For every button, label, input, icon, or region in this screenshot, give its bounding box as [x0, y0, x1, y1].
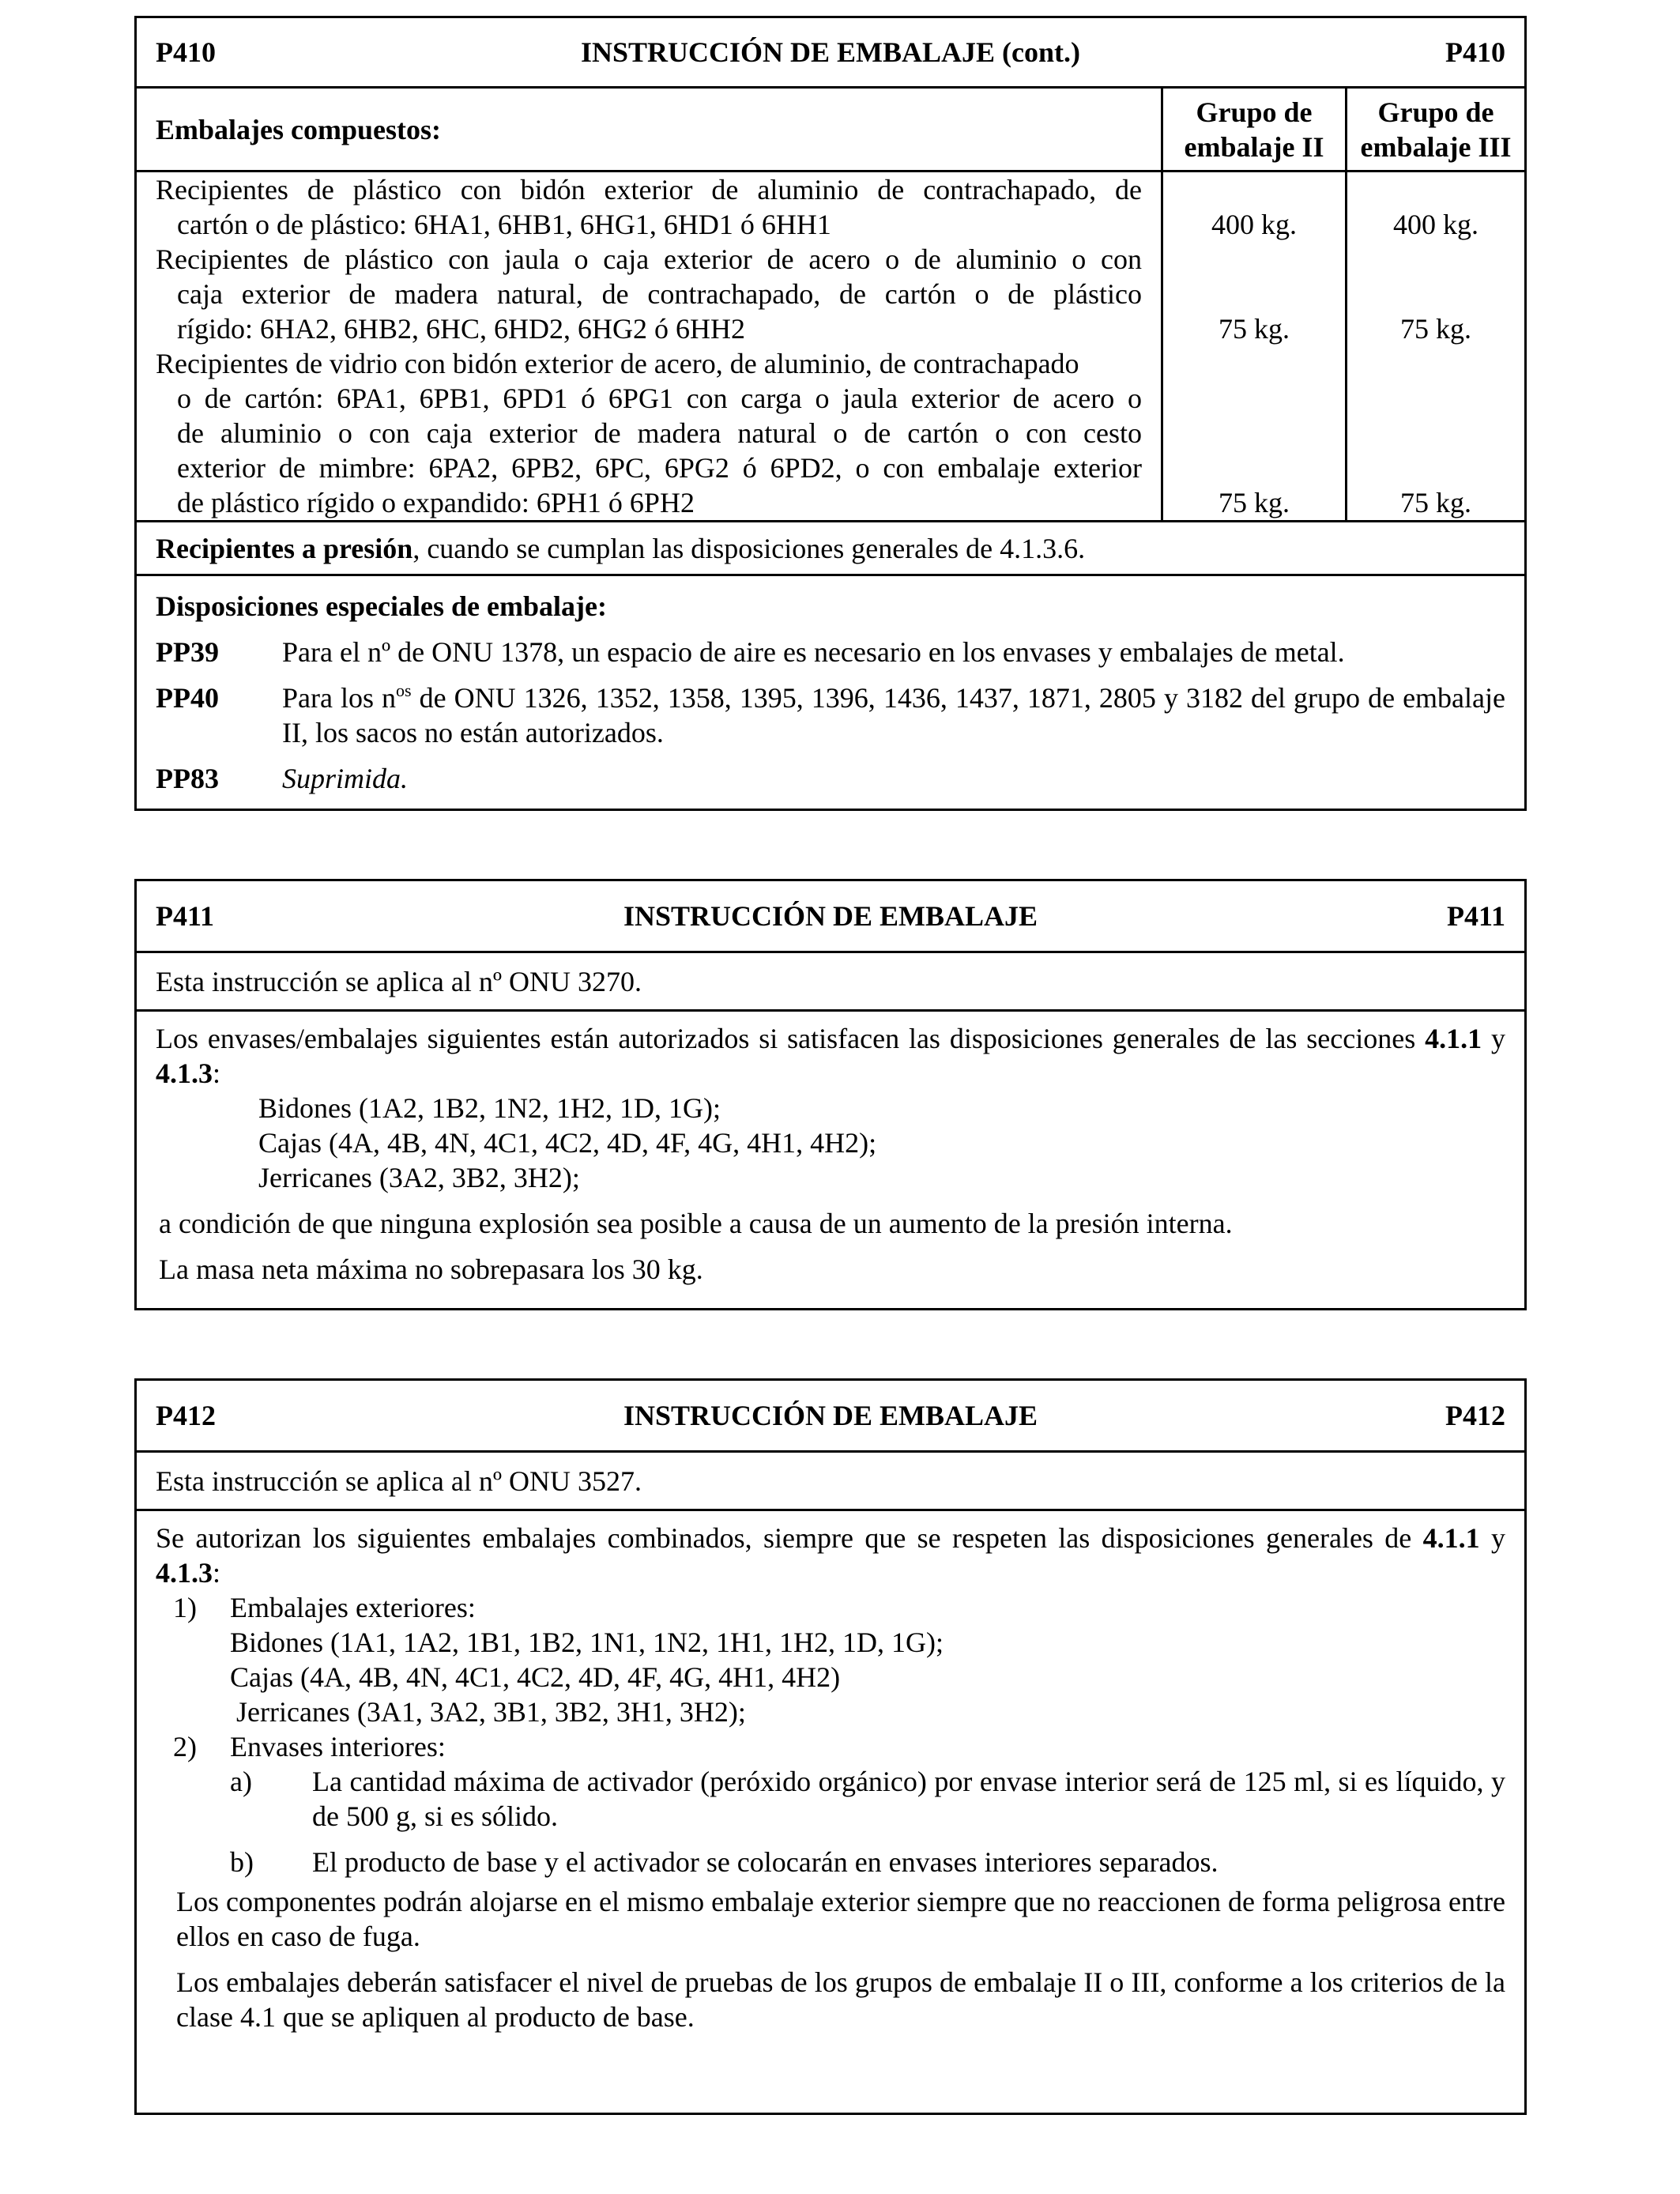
- p411-item-boxes: Cajas (4A, 4B, 4N, 4C1, 4C2, 4D, 4F, 4G, 4H1, 4H2);: [258, 1127, 877, 1159]
- row1-pg2: 400 kg.: [1211, 209, 1297, 240]
- p411-code-left: P411: [156, 900, 215, 932]
- p411-mass: La masa neta máxima no sobrepasara los 30 kg.: [159, 1253, 703, 1285]
- p411-title: INSTRUCCIÓN DE EMBALAJE: [623, 900, 1038, 932]
- row3-line3: de aluminio o con caja exterior de madera natural o de cartón o con cesto: [177, 417, 1142, 449]
- composite-descriptions: [137, 172, 1161, 520]
- p412-header: [137, 1381, 1524, 1450]
- pressure-receptacles: Recipientes a presión, cuando se cumplan las disposiciones generales de 4.1.3.6.: [137, 520, 1524, 574]
- pp39-code: PP39: [156, 636, 219, 668]
- row3-line2: o de cartón: 6PA1, 6PB1, 6PD1 ó 6PG1 con carga o jaula exterior de acero o: [177, 383, 1142, 414]
- p412-inner-a-text: La cantidad máxima de activador (peróxido orgánico) por envase interior será de 125 ml, si es líquido, y de 500 g, si es sólido.: [312, 1766, 1505, 1832]
- row3-pg3: 75 kg.: [1400, 487, 1471, 518]
- p412-outer-boxes: Cajas (4A, 4B, 4N, 4C1, 4C2, 4D, 4F, 4G, 4H1, 4H2): [230, 1661, 841, 1693]
- p411-header: [137, 881, 1524, 951]
- row3-pg2: 75 kg.: [1219, 487, 1290, 518]
- p411-item-drums: Bidones (1A2, 1B2, 1N2, 1H2, 1D, 1G);: [258, 1092, 721, 1124]
- p412-inner-b: b) El producto de base y el activador se colocarán en envases interiores separados.: [230, 1845, 1505, 1879]
- row2-line2: caja exterior de madera natural, de contrachapado, de cartón o de plástico: [177, 278, 1142, 310]
- row2-line1: Recipientes de plástico con jaula o caja exterior de acero o de aluminio o con: [156, 243, 1142, 275]
- pp39-text: Para el nº de ONU 1378, un espacio de aire es necesario en los envases y embalajes de metal.: [282, 636, 1345, 668]
- col-pg2-heading: Grupo de embalaje II: [1161, 89, 1345, 170]
- p410-composite-rows: [137, 170, 1524, 520]
- col-pg3-heading: Grupo de embalaje III: [1345, 89, 1524, 170]
- p412-para-components: Los componentes podrán alojarse en el mismo embalaje exterior siempre que no reaccionen de forma peligrosa entre ellos en caso de fuga.: [176, 1886, 1505, 1952]
- p412-outer-num: 1): [173, 1592, 197, 1623]
- p412-body: [137, 1509, 1524, 2034]
- special-provisions: [137, 574, 1524, 796]
- row1-line1: Recipientes de plástico con bidón exterior de aluminio de contrachapado, de: [156, 174, 1142, 205]
- p412-title: INSTRUCCIÓN DE EMBALAJE: [623, 1400, 1038, 1431]
- p411-intro: Los envases/embalajes siguientes están autorizados si satisfacen las disposiciones generales de las secciones 4.1.1 y 4.1.3:: [156, 1023, 1506, 1089]
- p410-code-right: P410: [1445, 36, 1505, 68]
- row1-pg3: 400 kg.: [1393, 209, 1478, 240]
- row2-line3: rígido: 6HA2, 6HB2, 6HC, 6HD2, 6HG2 ó 6HH2: [177, 313, 745, 345]
- pp40: [156, 680, 1505, 750]
- p411-table: [134, 879, 1527, 1310]
- p412-inner-a: a) La cantidad máxima de activador (peróxido orgánico) por envase interior será de 125 ml, si es líquido, y de 500 g, si es sólido.: [230, 1766, 1505, 1832]
- pp39: [156, 635, 1505, 669]
- pp83: [156, 761, 1505, 796]
- p410-header: [137, 18, 1524, 86]
- p410-title: INSTRUCCIÓN DE EMBALAJE (cont.): [580, 36, 1081, 68]
- p412-outer-drums: Bidones (1A1, 1A2, 1B1, 1B2, 1N1, 1N2, 1H1, 1H2, 1D, 1G);: [230, 1627, 944, 1658]
- p412-code-right: P412: [1445, 1400, 1505, 1431]
- composite-heading: Embalajes compuestos:: [156, 113, 441, 145]
- p411-item-jerricans: Jerricanes (3A2, 3B2, 3H2);: [258, 1162, 580, 1193]
- p412-applies: Esta instrucción se aplica al nº ONU 3527.: [137, 1450, 1524, 1509]
- p412-outer-label: Embalajes exteriores:: [230, 1592, 476, 1623]
- row1-line2: cartón o de plástico: 6HA1, 6HB1, 6HG1, 6HD1 ó 6HH1: [177, 209, 831, 240]
- p411-code-right: P411: [1446, 900, 1505, 932]
- pg3-values: [1345, 172, 1524, 520]
- p412-intro: Se autorizan los siguientes embalajes combinados, siempre que se respeten las disposiciones generales de 4.1.1 y 4.1.3:: [156, 1522, 1506, 1589]
- row3-line5: de plástico rígido o expandido: 6PH1 ó 6PH2: [177, 487, 695, 518]
- p412-inner-label: Envases interiores:: [230, 1731, 446, 1762]
- pp40-text: Para los $n^{os}$ de ONU 1326, 1352, 1358, 1395, 1396, 1436, 1437, 1871, 2805 y 3182 del grupo de embalaje II, los sacos no están autorizados.: [282, 680, 1505, 748]
- p412-table: [134, 1378, 1527, 2115]
- p412-outer-jerricans: Jerricanes (3A1, 3A2, 3B1, 3B2, 3H1, 3H2);: [236, 1696, 746, 1728]
- row3-line1: Recipientes de vidrio con bidón exterior de acero, de aluminio, de contrachapado: [156, 348, 1079, 379]
- pp83-code: PP83: [156, 763, 219, 794]
- row3-line4: exterior de mimbre: 6PA2, 6PB2, 6PC, 6PG2 ó 6PD2, o con embalaje exterior: [177, 452, 1142, 484]
- p411-items: [156, 1091, 1505, 1195]
- p412-para-tests: Los embalajes deberán satisfacer el nivel de pruebas de los grupos de embalaje II o III, conforme a los criterios de la clase 4.1 que se apliquen al producto de base.: [176, 1966, 1505, 2033]
- p412-code-left: P412: [156, 1400, 216, 1431]
- row2-pg2: 75 kg.: [1219, 313, 1290, 345]
- special-provisions-heading: Disposiciones especiales de embalaje:: [156, 590, 607, 622]
- pp40-code: PP40: [156, 682, 219, 714]
- pg2-values: [1161, 172, 1345, 520]
- row2-pg3: 75 kg.: [1400, 313, 1471, 345]
- p411-condition: a condición de que ninguna explosión sea posible a causa de un aumento de la presión interna.: [159, 1208, 1233, 1239]
- p411-body: [137, 1009, 1524, 1287]
- p412-inner-num: 2): [173, 1731, 197, 1762]
- p411-applies: Esta instrucción se aplica al nº ONU 3270.: [137, 951, 1524, 1009]
- p410-code-left: P410: [156, 36, 216, 68]
- p412-outer: [156, 1590, 1505, 1729]
- pp83-text: Suprimida.: [282, 763, 409, 794]
- p412-inner: [156, 1729, 1505, 1879]
- p412-inner-b-text: El producto de base y el activador se colocarán en envases interiores separados.: [312, 1846, 1219, 1878]
- p410-column-headings: [137, 86, 1524, 170]
- p410-table: [134, 16, 1527, 811]
